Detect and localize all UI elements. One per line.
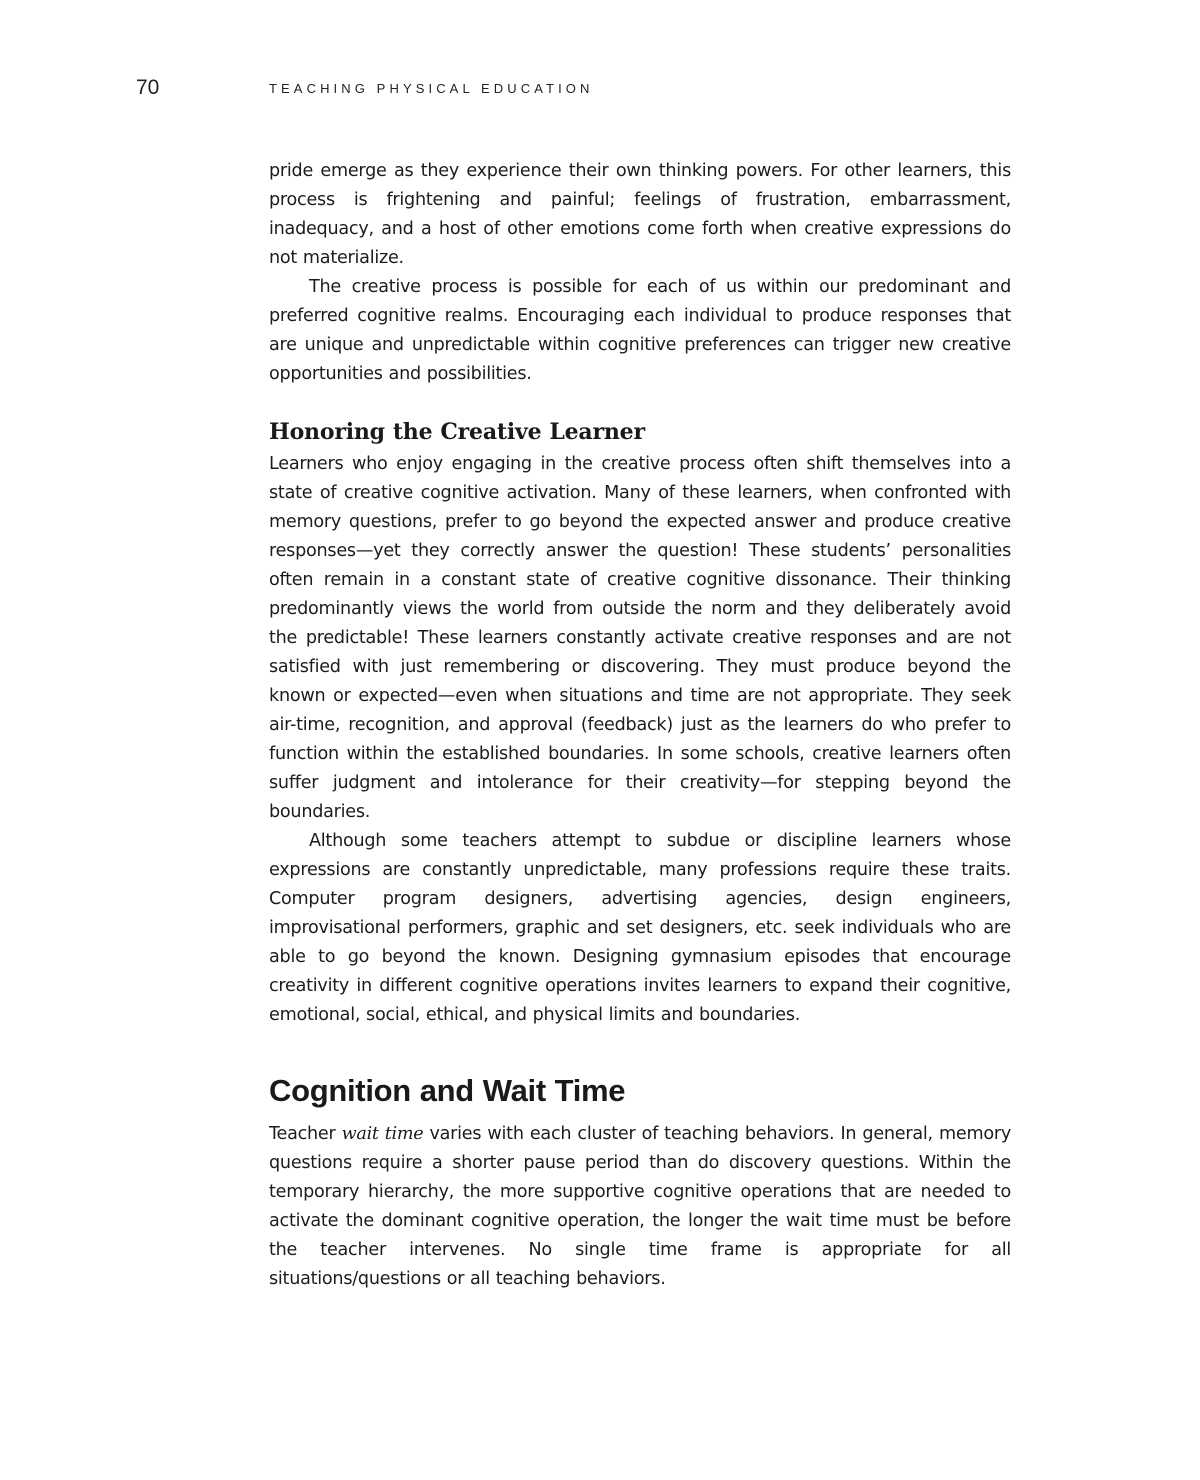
running-head (136, 76, 1036, 106)
paragraph-teachers-subdue: Although some teachers attempt to subdue or discipline learners whose expressions are constantly unpredictable, many professions require these traits. Computer program designers, advertising agencies, design engineers, improvisational performers, graphic and set designers, etc. seek individuals who are able to go beyond the known. Designing gymnasium episodes that encourage creativity in different cognitive operations invites learners to expand their cognitive, emotional, social, ethical, and physical limits and boundaries. (269, 831, 1011, 1025)
running-title: TEACHING PHYSICAL EDUCATION (269, 81, 594, 96)
paragraph-wait-time-rest: varies with each cluster of teaching behaviors. In general, memory questions require a shorter pause period than do discovery questions. Within the temporary hierarchy, the more supportive cognitive operations that are needed to activate the dominant cognitive operation, the longer the wait time must be before the teacher intervenes. No single time frame is appropriate for all situations/questions or all teaching behaviors. (269, 1124, 1012, 1289)
subheading-honoring-creative-learner: Honoring the Creative Learner (269, 419, 645, 445)
paragraph-creative-process: The creative process is possible for each of us within our predominant and preferred cognitive realms. Encouraging each individual to produce responses that are unique and unpredictable within cognitive preferences can trigger new creative opportunities and possibilities. (269, 277, 1011, 384)
paragraph-wait-time-start: Teacher (269, 1124, 342, 1144)
page-number: 70 (136, 76, 160, 99)
paragraph-creative-learners: Learners who enjoy engaging in the creative process often shift themselves into a state of creative cognitive activation. Many of these learners, when confronted with memory questions, prefer to go beyond the expected answer and produce creative responses—yet they correctly answer the question! These students’ personalities often remain in a constant state of creative cognitive dissonance. Their thinking predominantly views the world from outside the norm and they deliberately avoid the predictable! These learners constantly activate creative responses and are not satisfied with just remembering or discovering. They must produce beyond the known or expected—even when situations and time are not appropriate. They seek air-time, recognition, and approval (feedback) just as the learners do who prefer to function within the established boundaries. In some schools, creative learners often suffer judgment and intolerance for their creativity—for stepping beyond the boundaries. (269, 454, 1011, 822)
paragraph-wait-time (269, 1120, 1011, 1294)
page-body (269, 157, 1011, 1294)
paragraph-continued: pride emerge as they experience their own thinking powers. For other learners, this process is frightening and painful; feelings of frustration, embarrassment, inadequacy, and a host of other emotions come forth when creative expressions do not materialize. (269, 161, 1011, 268)
section-heading-cognition-wait-time: Cognition and Wait Time (269, 1073, 626, 1108)
wait-time-term: wait time (341, 1124, 424, 1144)
